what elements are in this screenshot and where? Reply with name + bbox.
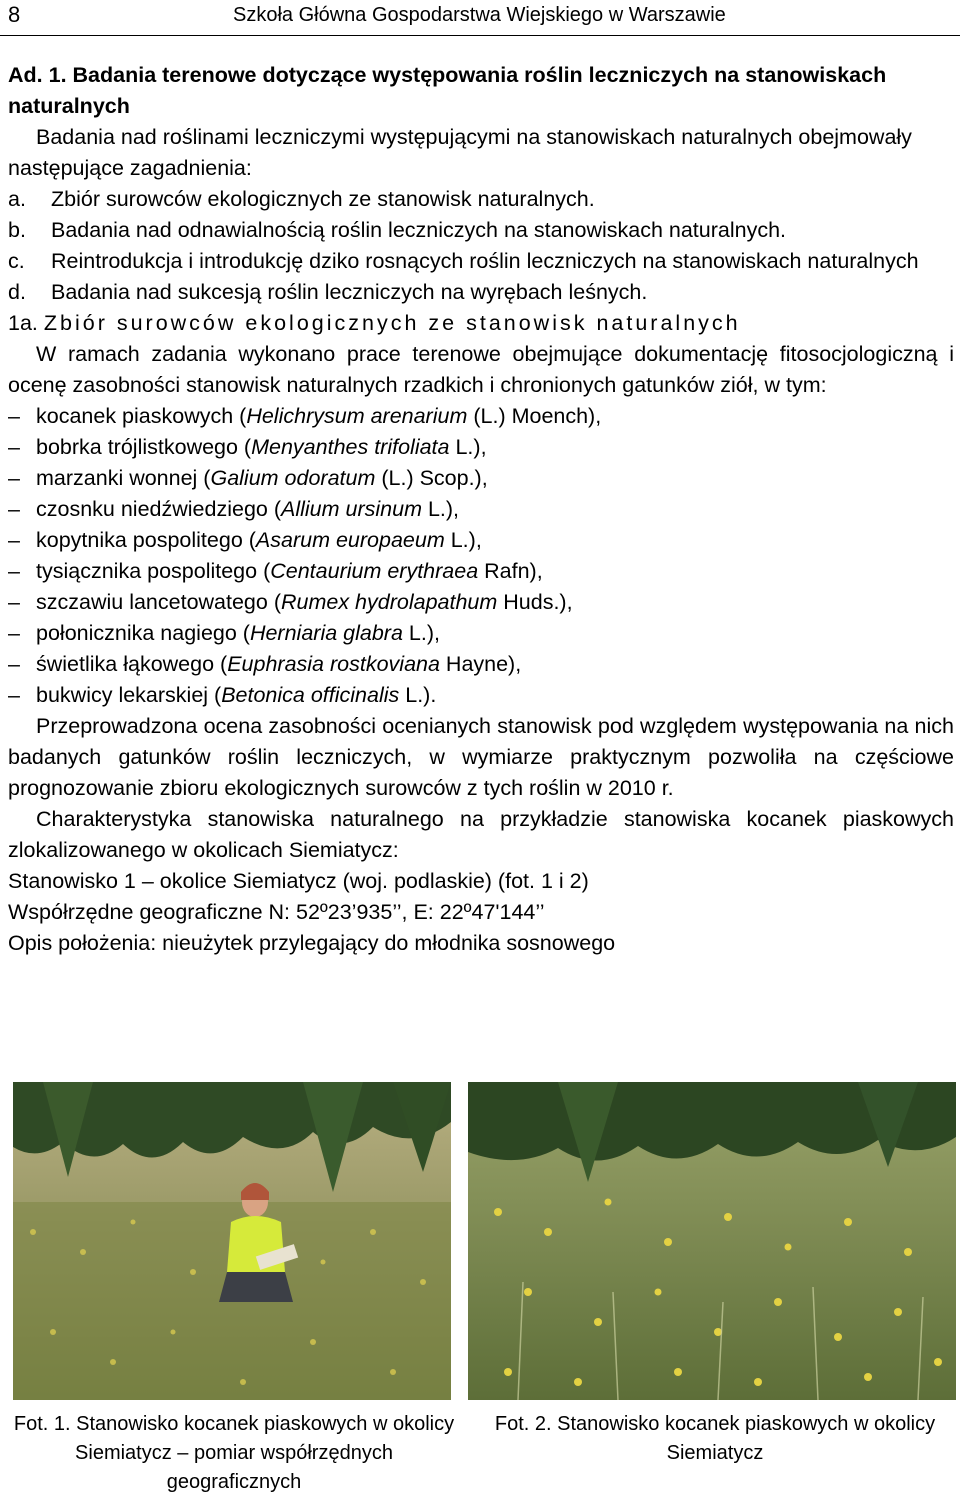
species-author: (L.) Scop.), (375, 466, 488, 490)
species-latin-name: Betonica officinalis (221, 683, 400, 707)
species-author: L.). (399, 683, 437, 707)
figure-caption-2: Fot. 2. Stanowisko kocanek piaskowych w okolicy Siemiatycz (494, 1413, 936, 1464)
species-latin-name: Helichrysum arenarium (246, 404, 468, 428)
species-item (8, 556, 954, 587)
species-item (8, 618, 954, 649)
list-item (8, 215, 954, 246)
species-common-name: bukwicy lekarskiej ( (36, 683, 222, 707)
main-text (8, 60, 954, 959)
list-item (8, 277, 954, 308)
species-latin-name: Asarum europaeum (255, 528, 445, 552)
paragraph: Przeprowadzona ocena zasobności ocenianych stanowisk pod względem występowania na nich badanych gatunków roślin leczniczych, w wymiarze praktycznym pozwoliła na częściowe prognozowanie zbioru ekologicznych surowców z tych roślin w 2010 r. (8, 714, 954, 800)
species-latin-name: Rumex hydrolapathum (280, 590, 498, 614)
species-item (8, 525, 954, 556)
list-item (8, 184, 954, 215)
list-item-label: d. (8, 280, 26, 304)
species-latin-name: Euphrasia rostkoviana (227, 652, 440, 676)
figure-caption-1: Fot. 1. Stanowisko kocanek piaskowych w okolicy Siemiatycz – pomiar współrzędnych geograficznych (13, 1413, 455, 1493)
species-common-name: czosnku niedźwiedziego ( (36, 497, 281, 521)
species-common-name: połonicznika nagiego ( (36, 621, 250, 645)
species-common-name: świetlika łąkowego ( (36, 652, 228, 676)
species-author: L.), (421, 497, 460, 521)
species-common-name: bobrka trójlistkowego ( (36, 435, 252, 459)
running-title: Szkoła Główna Gospodarstwa Wiejskiego w Warszawie (233, 4, 726, 26)
species-item (8, 432, 954, 463)
species-latin-name: Centaurium erythraea (270, 559, 479, 583)
subsection-heading (8, 308, 954, 339)
list-item-label: a. (8, 187, 26, 211)
location-description: Opis położenia: nieużytek przylegający do młodnika sosnowego (8, 931, 616, 955)
species-author: L.), (402, 621, 440, 645)
species-common-name: szczawiu lancetowatego ( (36, 590, 281, 614)
species-latin-name: Menyanthes trifoliata (251, 435, 450, 459)
list-item-label: c. (8, 249, 25, 273)
species-item (8, 463, 954, 494)
paragraph: W ramach zadania wykonano prace terenowe obejmujące dokumentację fitosocjologiczną i ocenę zasobności stanowisk naturalnych rzadkich i chronionych gatunków ziół, w tym: (8, 342, 954, 397)
list-item (8, 246, 954, 277)
meadow-photo-image (468, 1082, 956, 1400)
subsection-number: 1a. (8, 311, 38, 335)
meadow-photo-image (13, 1082, 451, 1400)
species-author: Hayne), (439, 652, 522, 676)
photo-site-measurement (13, 1082, 451, 1400)
list-item-label: b. (8, 218, 26, 242)
species-common-name: kopytnika pospolitego ( (36, 528, 256, 552)
species-author: (L.) Moench), (467, 404, 602, 428)
species-author: L.), (444, 528, 482, 552)
species-latin-name: Allium ursinum (281, 497, 422, 521)
site-line: Stanowisko 1 – okolice Siemiatycz (woj. podlaskie) (fot. 1 i 2) (8, 869, 589, 893)
section-intro: Badania nad roślinami leczniczymi występującymi na stanowiskach naturalnych obejmowały następujące zagadnienia: (8, 125, 912, 180)
paragraph: Charakterystyka stanowiska naturalnego na przykładzie stanowiska kocanek piaskowych zlokalizowanego w okolicach Siemiatycz: (8, 807, 954, 862)
species-item (8, 680, 954, 711)
species-common-name: marzanki wonnej ( (36, 466, 211, 490)
page-header (8, 0, 952, 32)
species-item (8, 649, 954, 680)
header-rule (0, 35, 960, 36)
species-item (8, 494, 954, 525)
topic-list (8, 184, 954, 308)
list-item-text: Zbiór surowców ekologicznych ze stanowisk naturalnych. (51, 187, 595, 211)
list-item-text: Badania nad odnawialnością roślin leczniczych na stanowiskach naturalnych. (51, 218, 787, 242)
species-latin-name: Herniaria glabra (249, 621, 403, 645)
species-author: Huds.), (497, 590, 573, 614)
section-heading: Ad. 1. Badania terenowe dotyczące występowania roślin leczniczych na stanowiskach naturalnych (8, 63, 887, 118)
species-item (8, 401, 954, 432)
subsection-title: Zbiór surowców ekologicznych ze stanowisk naturalnych (43, 311, 741, 335)
species-common-name: tysiącznika pospolitego ( (36, 559, 271, 583)
list-item-text: Badania nad sukcesją roślin leczniczych na wyrębach leśnych. (51, 280, 648, 304)
page-number: 8 (8, 2, 21, 27)
species-list (8, 401, 954, 711)
species-common-name: kocanek piaskowych ( (36, 404, 247, 428)
species-author: L.), (449, 435, 487, 459)
list-item-text: Reintrodukcja i introdukcję dziko rosnących roślin leczniczych na stanowiskach naturalnych (51, 249, 919, 273)
species-latin-name: Galium odoratum (210, 466, 376, 490)
photo-site-meadow (468, 1082, 956, 1400)
species-author: Rafn), (478, 559, 543, 583)
coordinates-line: Współrzędne geograficzne N: 52º23’935’’, E: 22º47'144’’ (8, 900, 545, 924)
species-item (8, 587, 954, 618)
